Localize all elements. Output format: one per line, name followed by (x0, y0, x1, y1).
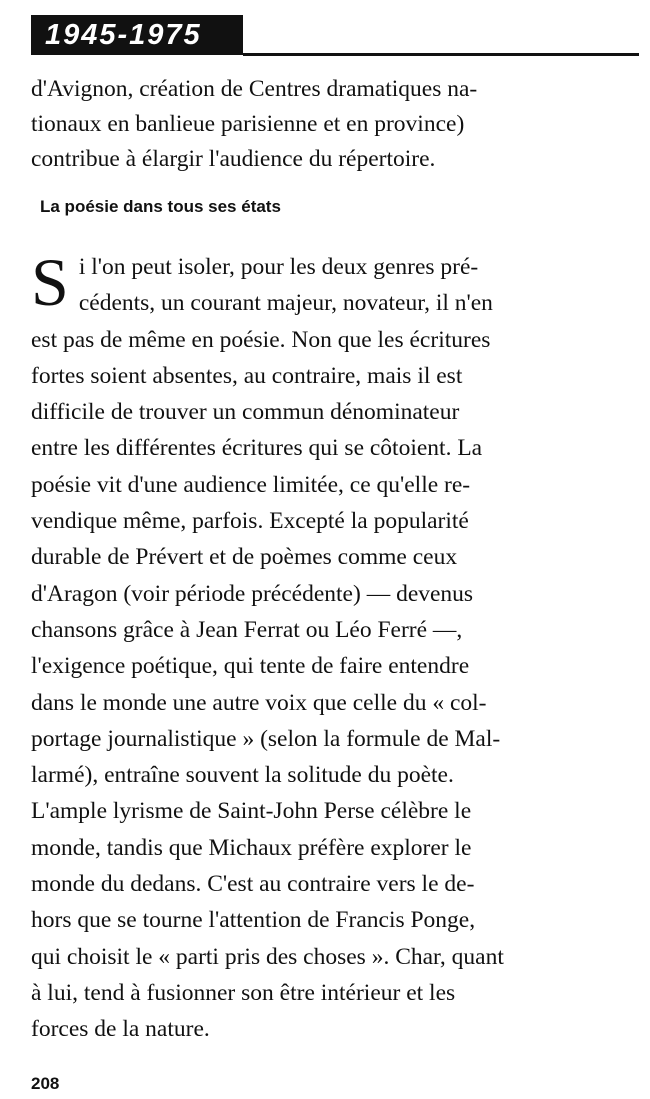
section-heading: La poésie dans tous ses états (40, 197, 281, 216)
text-line: d'Avignon, création de Centres dramatiques na- (31, 76, 478, 102)
text-line: l'exigence poétique, qui tente de faire entendre (31, 653, 470, 680)
text-line: dans le monde une autre voix que celle du « col- (31, 689, 487, 716)
text-line: poésie vit d'une audience limitée, ce qu'elle re- (31, 471, 471, 498)
text-line: est pas de même en poésie. Non que les écritures (31, 326, 491, 353)
text-line: durable de Prévert et de poèmes comme ceux (31, 544, 458, 571)
drop-cap: S (31, 244, 69, 320)
header-rule (243, 53, 639, 56)
text-line: forces de la nature. (31, 1016, 210, 1043)
text-line: qui choisit le « parti pris des choses ». Char, quant (31, 943, 504, 970)
text-line: vendique même, parfois. Excepté la popularité (31, 508, 469, 535)
text-line: hors que se tourne l'attention de Francis Ponge, (31, 907, 476, 934)
text-line: monde, tandis que Michaux préfère explorer le (31, 834, 472, 861)
period-badge: 1945-1975 (31, 15, 243, 55)
text-line: à lui, tend à fusionner son être intérieur et les (31, 979, 456, 1006)
text-line: i l'on peut isoler, pour les deux genres pré- (78, 254, 479, 280)
text-line: tionaux en banlieue parisienne et en province) (31, 111, 465, 137)
running-header (31, 15, 639, 57)
page-number: 208 (31, 1074, 60, 1093)
text-line: d'Aragon (voir période précédente) — devenus (31, 580, 474, 607)
text-line: entre les différentes écritures qui se côtoient. La (31, 435, 483, 462)
text-line: difficile de trouver un commun dénominateur (31, 399, 460, 426)
text-line: fortes soient absentes, au contraire, mais il est (31, 362, 463, 389)
text-line: monde du dedans. C'est au contraire vers le de- (31, 871, 475, 898)
text-line: portage journalistique » (selon la formule de Mal- (31, 725, 501, 752)
continued-paragraph (31, 72, 613, 177)
body-paragraph (31, 244, 613, 1048)
text-line: chansons grâce à Jean Ferrat ou Léo Ferré —, (31, 616, 463, 643)
text-line: cédents, un courant majeur, novateur, il n'en (78, 290, 493, 317)
text-line: contribue à élargir l'audience du répertoire. (31, 146, 436, 172)
text-line: L'ample lyrisme de Saint-John Perse célèbre le (31, 798, 472, 825)
text-line: larmé), entraîne souvent la solitude du poète. (31, 762, 454, 789)
